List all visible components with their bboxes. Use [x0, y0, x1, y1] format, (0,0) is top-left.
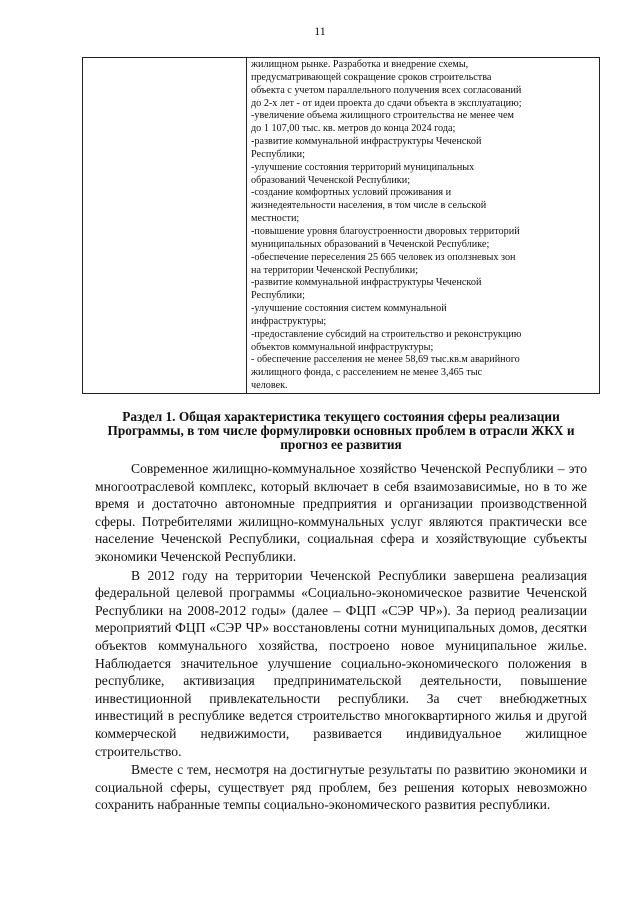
requirement-line: Республики;: [251, 148, 305, 160]
table-requirements-cell: [247, 58, 600, 394]
requirement-line: Республики;: [251, 290, 305, 302]
requirement-line: жилищном рынке. Разработка и внедрение схемы,: [251, 59, 469, 70]
requirement-line: -создание комфортных условий проживания и: [251, 187, 452, 199]
requirement-line: на территории Чеченской Республики;: [251, 264, 419, 276]
requirement-line: инфраструктуры;: [251, 315, 327, 327]
requirement-line: -улучшение состояния систем коммунальной: [251, 303, 447, 315]
requirement-line: -развитие коммунальной инфраструктуры Чеченской: [251, 136, 482, 148]
requirement-line: - обеспечение расселения не менее 58,69 тыс.кв.м аварийного: [251, 354, 520, 366]
body-paragraph: Современное жилищно-коммунальное хозяйство Чеченской Республики – это многоотраслевой комплекс, который включает в себя взаимозависимые, но в то же время и достаточно автономные предприятия и организации производственной сферы. Потребителями жилищно-коммунальных услуг являются практически все население Чеченской Республики, социальная сфера и хозяйствующие субъекты экономики Чеченской Республики.: [95, 461, 587, 564]
body-paragraph: Вместе с тем, несмотря на достигнутые результаты по развитию экономики и социальной сферы, существует ряд проблем, без решения которых невозможно сохранить набранные темпы социально-экономического развития республики.: [95, 762, 587, 813]
requirement-line: жизнедеятельности населения, в том числе в сельской: [251, 200, 487, 212]
body-text: [95, 460, 587, 814]
table-left-cell: [83, 58, 247, 394]
table-row: [83, 58, 600, 394]
requirement-line: человек.: [251, 380, 288, 392]
continuation-table: [82, 57, 600, 394]
requirement-line: объекта с учетом параллельного получения всех согласований: [251, 84, 522, 96]
body-paragraph: В 2012 году на территории Чеченской Республики завершена реализация федеральной целевой программы «Социально-экономическое развитие Чеченской Республики на 2008-2012 годы» (далее – ФЦП «СЭР ЧР»). За период реализации мероприятий ФЦП «СЭР ЧР» восстановлены сотни муниципальных домов, десятки объектов коммунального хозяйства, построено новое муниципальное жилье. Наблюдается значительное улучшение социально-экономического положения в республике, активизация предпринимательской деятельности, повышение инвестиционной привлекательности республики. За счет внебюджетных инвестиций в республике ведется строительство многоквартирного жилья и другой коммерческой недвижимости, развивается индивидуальное жилищное строительство.: [95, 567, 587, 759]
requirement-line: образований Чеченской Республики;: [251, 174, 411, 186]
requirement-line: предусматривающей сокращение сроков строительства: [251, 71, 492, 83]
requirement-line: жилищного фонда, с расселением не менее 3,465 тыс: [251, 367, 483, 379]
requirement-line: муниципальных образований в Чеченской Республике;: [251, 238, 490, 250]
requirement-line: -увеличение объема жилищного строительства не менее чем: [251, 110, 514, 122]
requirement-line: местности;: [251, 213, 300, 225]
requirement-line: до 2-х лет - от идеи проекта до сдачи объекта в эксплуатацию;: [251, 97, 522, 109]
requirement-line: до 1 107,00 тыс. кв. метров до конца 2024 года;: [251, 123, 456, 135]
requirement-line: -обеспечение переселения 25 665 человек из оползневых зон: [251, 251, 516, 263]
requirement-line: -повышение уровня благоустроенности дворовых территорий: [251, 225, 520, 237]
requirement-line: -развитие коммунальной инфраструктуры Чеченской: [251, 277, 482, 289]
page-number: 11: [314, 24, 326, 38]
requirement-line: объектов коммунальной инфраструктуры;: [251, 341, 434, 353]
requirement-line: -предоставление субсидий на строительство и реконструкцию: [251, 328, 522, 340]
section-heading: Раздел 1. Общая характеристика текущего состояния сферы реализации Программы, в том числе формулировки основных проблем в отрасли ЖКХ и прогноз ее развития: [107, 409, 575, 452]
requirement-line: -улучшение состояния территорий муниципальных: [251, 161, 475, 173]
